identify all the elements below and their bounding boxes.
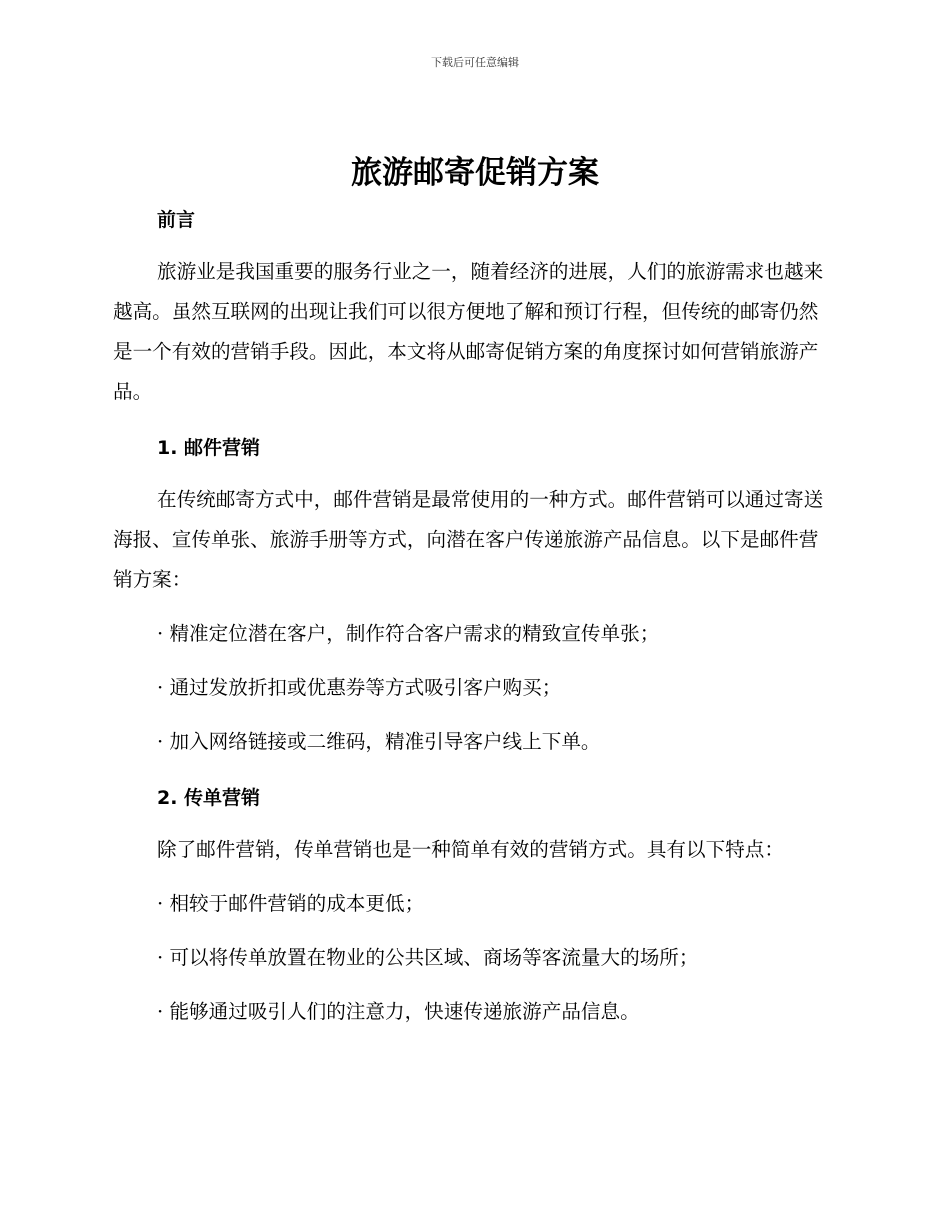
document-body — [113, 198, 833, 1032]
list-item: · 精准定位潜在客户，制作符合客户需求的精致宣传单张； — [157, 622, 660, 645]
section-heading-flyer: 2. 传单营销 — [157, 787, 261, 809]
paragraph-preface: 旅游业是我国重要的服务行业之一，随着经济的进展，人们的旅游需求也越来越高。虽然互联网的出现让我们可以很方便地了解和预订行程，但传统的邮寄仍然是一个有效的营销手段。因此，本文将从邮寄促销方案的角度探讨如何营销旅游产品。 — [113, 260, 824, 403]
document-title: 旅游邮寄促销方案 — [351, 155, 599, 191]
header-note: 下载后可任意编辑 — [431, 56, 519, 69]
section-heading-mail: 1. 邮件营销 — [157, 437, 261, 459]
section-heading-preface: 前言 — [157, 209, 196, 231]
paragraph-mail: 在传统邮寄方式中，邮件营销是最常使用的一种方式。邮件营销可以通过寄送海报、宣传单张、旅游手册等方式，向潜在客户传递旅游产品信息。以下是邮件营销方案： — [113, 488, 824, 591]
paragraph-flyer: 除了邮件营销，传单营销也是一种简单有效的营销方式。具有以下特点： — [157, 838, 784, 861]
list-item: · 加入网络链接或二维码，精准引导客户线上下单。 — [157, 730, 601, 753]
list-item: · 可以将传单放置在物业的公共区域、商场等客流量大的场所； — [157, 946, 699, 969]
list-item: · 能够通过吸引人们的注意力，快速传递旅游产品信息。 — [157, 1000, 640, 1023]
list-item: · 通过发放折扣或优惠券等方式吸引客户购买； — [157, 676, 562, 699]
list-item: · 相较于邮件营销的成本更低； — [157, 892, 425, 915]
